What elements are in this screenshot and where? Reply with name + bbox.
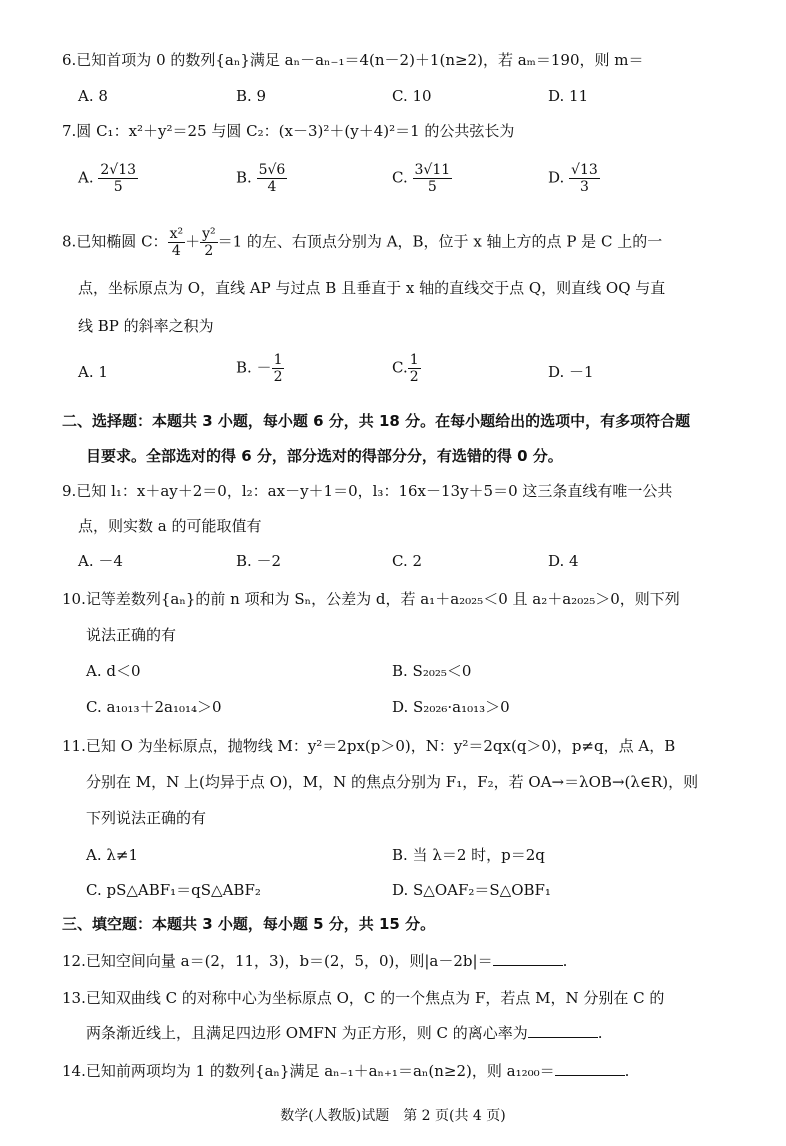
q8-stem-line2: 点，坐标原点为 O，直线 AP 与过点 B 且垂直于 x 轴的直线交于点 Q，则直线 OQ 与直 — [78, 279, 666, 297]
section2-heading-line1: 二、选择题：本题共 3 小题，每小题 6 分，共 18 分。在每小题给出的选项中，有多项符合题 — [62, 412, 691, 430]
q7-option-a: A. $\frac{2√13}{5}$ — [78, 162, 137, 195]
q10-option-d: D. S₂₀₂₆·a₁₀₁₃＞0 — [392, 698, 510, 716]
q14-stem: 14.已知前两项均为 1 的数列{aₙ}满足 aₙ₋₁＋aₙ₊₁＝aₙ(n≥2)，则 a₁₂₀₀＝ . — [62, 1062, 630, 1080]
q7-stem: 7.圆 C₁：x²＋y²＝25 与圆 C₂：(x－3)²＋(y＋4)²＝1 的公共弦长为 — [62, 122, 515, 140]
q14-answer-blank[interactable] — [555, 1061, 625, 1076]
page-footer: 数学(人教版)试题 第 2 页(共 4 页) — [280, 1108, 506, 1124]
q6-option-c: C. 10 — [392, 87, 432, 105]
q7-option-b: B. $\frac{5√6}{4}$ — [236, 162, 286, 195]
q9-stem-line2: 点，则实数 a 的可能取值有 — [78, 517, 262, 535]
q6-option-a: A. 8 — [78, 87, 108, 105]
q8-option-d: D. －1 — [548, 363, 594, 381]
q8-option-b: B. － $\frac{1}{2}$ — [236, 352, 283, 385]
q8-option-a: A. 1 — [78, 363, 108, 381]
q7-option-d: D. $\frac{√13}{3}$ — [548, 162, 598, 195]
q10-stem-line2: 说法正确的有 — [86, 626, 177, 644]
section3-heading: 三、填空题：本题共 3 小题，每小题 5 分，共 15 分。 — [62, 915, 436, 933]
q12-answer-blank[interactable] — [493, 951, 563, 966]
q10-stem-line1: 10.记等差数列{aₙ}的前 n 项和为 Sₙ，公差为 d，若 a₁＋a₂₀₂₅＜0 且 a₂＋a₂₀₂₅＞0，则下列 — [62, 590, 680, 608]
q13-answer-blank[interactable] — [528, 1023, 598, 1038]
q9-option-a: A. －4 — [78, 552, 123, 570]
q11-option-a: A. λ≠1 — [86, 846, 138, 864]
q11-option-d: D. S△OAF₂＝S△OBF₁ — [392, 881, 551, 899]
q9-option-c: C. 2 — [392, 552, 423, 570]
q11-stem-line1: 11.已知 O 为坐标原点，抛物线 M：y²＝2px(p＞0)，N：y²＝2qx(q＞0)，p≠q，点 A，B — [62, 737, 676, 755]
q6-option-b: B. 9 — [236, 87, 267, 105]
q8-stem-line3: 线 BP 的斜率之积为 — [78, 317, 214, 335]
q10-option-c: C. a₁₀₁₃＋2a₁₀₁₄＞0 — [86, 698, 222, 716]
q9-stem-line1: 9.已知 l₁：x＋ay＋2＝0，l₂：ax－y＋1＝0，l₃：16x－13y＋5＝0 这三条直线有唯一公共 — [62, 482, 673, 500]
q11-option-c: C. pS△ABF₁＝qS△ABF₂ — [86, 881, 261, 899]
q11-stem-line2: 分别在 M，N 上(均异于点 O)，M，N 的焦点分别为 F₁，F₂，若 OA→＝λOB→(λ∈R)，则 — [86, 773, 699, 791]
q7-option-c: C. $\frac{3√11}{5}$ — [392, 162, 451, 195]
q8-option-c: C. $\frac{1}{2}$ — [392, 352, 419, 385]
q9-option-d: D. 4 — [548, 552, 579, 570]
q13-stem-line2: 两条渐近线上，且满足四边形 OMFN 为正方形，则 C 的离心率为 . — [86, 1024, 603, 1042]
q6-stem: 6.已知首项为 0 的数列{aₙ}满足 aₙ－aₙ₋₁＝4(n－2)＋1(n≥2)，若 aₘ＝190，则 m＝ — [62, 51, 644, 69]
q9-option-b: B. －2 — [236, 552, 282, 570]
q10-option-a: A. d＜0 — [86, 662, 141, 680]
q6-option-d: D. 11 — [548, 87, 589, 105]
q12-stem: 12.已知空间向量 a＝(2，11，3)，b＝(2，5，0)，则|a－2b|＝ . — [62, 952, 568, 970]
q11-option-b: B. 当 λ＝2 时，p＝2q — [392, 846, 545, 864]
q10-option-b: B. S₂₀₂₅＜0 — [392, 662, 472, 680]
q8-stem-line1: 8.已知椭圆 C： $\frac{\text{x²}}{4}$ ＋ $\frac{\text{y²}}{2}$ ＝1 的左、右顶点分别为 A，B，位于 x 轴上方的点 P 是 C 上的一 — [62, 226, 663, 259]
q11-stem-line3: 下列说法正确的有 — [86, 809, 207, 827]
section2-heading-line2: 目要求。全部选对的得 6 分，部分选对的得部分分，有选错的得 0 分。 — [86, 447, 563, 465]
q13-stem-line1: 13.已知双曲线 C 的对称中心为坐标原点 O，C 的一个焦点为 F，若点 M，N 分别在 C 的 — [62, 989, 665, 1007]
